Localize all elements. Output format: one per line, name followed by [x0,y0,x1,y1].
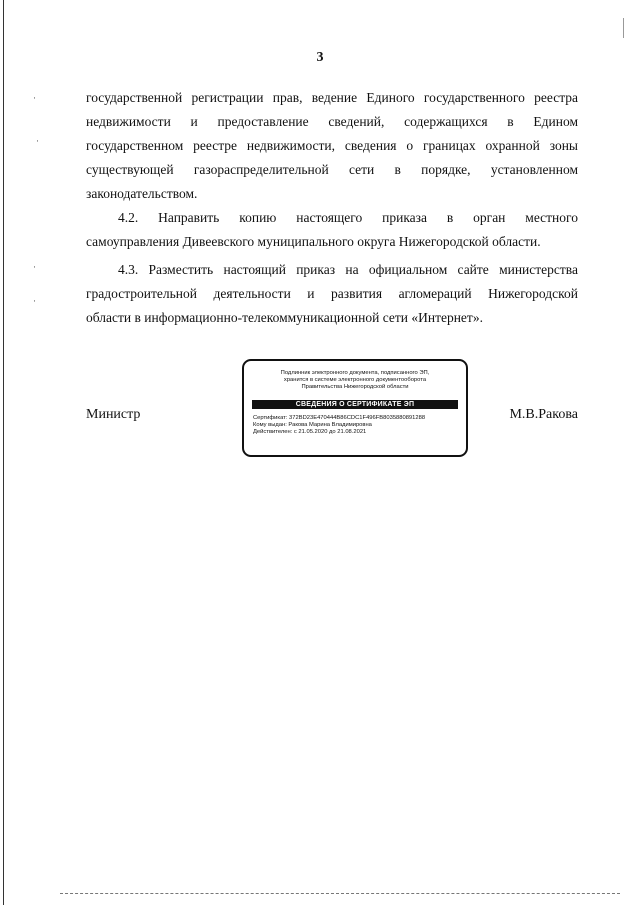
text-line: 4.2. Направить копию настоящего приказа в орган местного [118,210,578,225]
stamp-certificate-number: Сертификат: 372BD23E470444B86CDC1F496FB8035880891288 [253,415,426,421]
text-line: 4.3. Разместить настоящий приказ на официальном сайте министерства [118,262,578,277]
text-line: недвижимости и предоставление сведений, содержащихся в Едином [86,114,578,129]
stamp-issued-to: Кому выдан: Ракова Марина Владимировна [253,422,372,428]
page-number: 3 [316,50,324,65]
text-line: государственном реестре недвижимости, сведения о границах охранной зоны [86,138,578,153]
scan-speck: · [33,93,36,103]
stamp-validity: Действителен: с 21.05.2020 до 21.08.2021 [253,429,367,435]
text-line: области в информационно-телекоммуникационной сети «Интернет». [86,310,483,325]
stamp-certificate-title: СВЕДЕНИЯ О СЕРТИФИКАТЕ ЭП [252,400,458,409]
stamp-header-line: хранится в системе электронного документооборота [283,377,427,383]
paragraph-4-3 [86,258,578,330]
text-line: градостроительной деятельности и развития агломераций Нижегородской [86,286,578,301]
signatory-name: М.В.Ракова [509,407,578,422]
scan-speck: · [33,296,36,306]
scan-speck: · [36,136,39,146]
scan-bottom-dashes [60,893,620,895]
stamp-header [244,370,466,391]
scan-edge-line [3,0,4,905]
text-line: самоуправления Дивеевского муниципального округа Нижегородской области. [86,234,541,249]
text-line: государственной регистрации прав, ведение Единого государственного реестра [86,90,578,105]
paragraph-4-2 [86,206,578,254]
scan-edge-mark [623,18,624,38]
scan-speck: · [33,262,36,272]
electronic-signature-stamp [242,359,468,457]
paragraph-registration [86,86,578,206]
stamp-header-line: Подлинник электронного документа, подписанного ЭП, [280,370,430,376]
text-line: существующей газораспределительной сети в порядке, установленном [86,162,578,177]
stamp-header-line: Правительства Нижегородской области [301,384,409,390]
text-line: законодательством. [86,186,198,201]
signatory-title: Министр [86,407,141,422]
